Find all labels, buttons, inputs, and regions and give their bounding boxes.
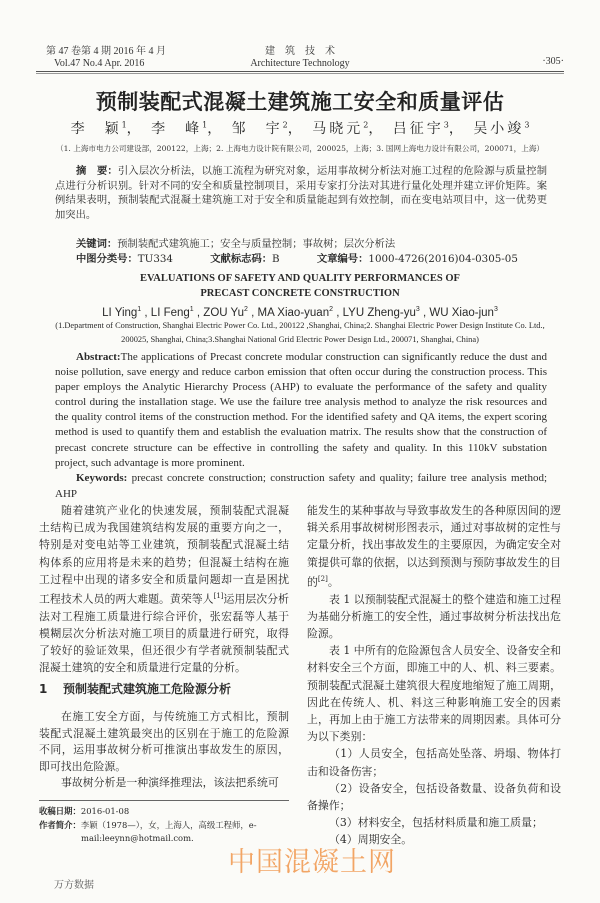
- clc-value: TU334: [137, 253, 173, 265]
- paragraph: 表 1 中所有的危险源包含人员安全、设备安全和材料安全三个方面，即施工中的人、机、料三要素。预制装配式混凝土建筑很大程度地缩短了施工周期，因此在传统人、机、料这三种影响施工安全的因素上，再加上由于施工方法带来的周期因素。具体可分为以下类别：: [307, 644, 561, 744]
- header-rule-thin: [36, 73, 564, 74]
- section-heading: [39, 680, 231, 697]
- keywords-en: [55, 471, 547, 502]
- paper-title-cn: 预制装配式混凝土建筑施工安全和质量评估: [95, 90, 505, 114]
- doc-code-label: 文献标志码：: [210, 253, 273, 265]
- section-number: 1: [39, 682, 48, 696]
- author: LI Ying$^1$: [102, 306, 142, 319]
- right-column-text: [307, 502, 561, 849]
- keywords-en-text: precast concrete construction; construction safety and quality; failure tree analysis method; AHP: [55, 472, 547, 500]
- journal-cn: 建 筑 技 术: [265, 46, 335, 57]
- author: 邹 宇$^2$: [231, 120, 288, 137]
- author-bio: 作者简介：李颖（1978—），女，上海人，高级工程师，e-mail:leeynn@hotmail.com.: [39, 819, 257, 843]
- author: LI Feng$^1$: [150, 306, 194, 319]
- intro-paragraph: [39, 502, 289, 677]
- citation-ref[interactable]: [2]: [317, 574, 328, 583]
- journal-name: [240, 46, 360, 70]
- clc-label: 中图分类号：: [76, 253, 138, 265]
- issue-cn: 第 47 卷第 4 期 2016 年 4 月: [46, 46, 166, 57]
- abstract-en: [55, 350, 547, 471]
- section1-text: [39, 709, 289, 792]
- title-en-line: EVALUATIONS OF SAFETY AND QUALITY PERFORMANCES OF: [140, 273, 460, 284]
- intro-text: 运用层次分析法对工程施工质量进行综合评价，张宏磊等人基于模糊层次分析法对施工项目的质量进行研究，取得了较好的验证效果，但还很少有学者就预制装配式混凝土建筑的安全和质量进行定量的分析。: [39, 592, 289, 675]
- classification-line: [76, 250, 518, 265]
- wanfang-mark: 万方数据: [54, 880, 94, 891]
- header-rule: [36, 71, 564, 72]
- author: 吕征宇$^3$: [392, 120, 449, 137]
- citation-ref[interactable]: [1]: [213, 592, 224, 601]
- author: ZOU Yu$^2$: [203, 306, 248, 319]
- authors-cn: 李 颖$^1$， 李 峰$^1$， 邹 宇$^2$， 马晓元$^2$， 吕征宇$^3$， 吴小竣$^3$: [70, 120, 530, 137]
- received-date: 收稿日期：2016-01-08: [39, 806, 130, 816]
- abstract-en-label: Abstract:: [76, 351, 121, 363]
- paper-title-en: [0, 272, 600, 301]
- page-number: ·305·: [542, 56, 564, 67]
- intro-text: 随着建筑产业化的快速发展，预制装配式混凝土结构已成为我国建筑结构发展的重要方向之一，特别是对变电站等工业建筑，预制装配式混凝土结构体系的应用将是未来的趋势；但混凝土结构在施工过程中出现的诸多安全和质量问题却一直是困扰工程技术人员的两大难题。黄荣等人: [39, 504, 289, 606]
- keywords-cn-text: 预制装配式建筑施工；安全与质量控制；事故树；层次分析法: [117, 238, 396, 250]
- list-item: （1）人员安全，包括高处坠落、坍塌、物体打击和设备伤害；: [307, 747, 561, 778]
- abstract-cn-text: 引入层次分析法，以施工流程为研究对象，运用事故树分析法对施工过程的危险源与质量控制点进行分析识别。针对不同的安全和质量控制项目，采用专家打分法对其进行量化处理并建立评价矩阵。案例结果表明，预制装配式混凝土建筑施工对于安全和质量能起到有效控制，而在变电站项目中，这一优势更加突出。: [55, 165, 548, 221]
- author: MA Xiao-yuan$^2$: [257, 306, 334, 319]
- paragraph: 能发生的某种事故与导致事故发生的各种原因间的逻辑关系用事故树树形图表示，通过对事故树的定性与定量分析，找出事故发生的主要原因，为确定安全对策提供可靠的依据，以达到预测与预防事故发生的目的[2]。: [307, 504, 561, 589]
- author: 马晓元$^2$: [312, 120, 369, 137]
- author: 吴小竣$^3$: [473, 120, 530, 137]
- section-title: 预制装配式建筑施工危险源分析: [63, 682, 232, 696]
- author: 李 颖$^1$: [70, 120, 127, 137]
- watermark-logo: 中国混凝土网: [228, 847, 396, 878]
- issue-en: Vol.47 No.4 Apr. 2016: [54, 58, 145, 69]
- article-no-value: 1000-4726(2016)04-0305-05: [368, 253, 518, 265]
- title-en-line: PRECAST CONCRETE CONSTRUCTION: [200, 287, 400, 299]
- abstract-en-text: The applications of Precast concrete modular construction can significantly reduce the dust and noise pollution, save energy and reduce carbon emission that often occur during the construction process. This paper employs the Analytic Hierarchy Process (AHP) to evaluate the performance of the safety and quality control during the installation stage. We use the failure tree analysis method to analyze the risk resources and the quality control items of the construction method. For the identified safety and QA items, the expert scoring method is used to quantify them and establish the evaluation matrix. The results show that the construction of precast concrete structure can be effective in controlling the safety and quality. In this 110kV substation project, such advantage is more prominent.: [55, 351, 547, 469]
- keywords-cn: [76, 235, 395, 250]
- paragraph: 表 1 以预制装配式混凝土的整个建造和施工过程为基础分析施工的安全性，通过事故树分析法找出危险源。: [307, 592, 561, 641]
- abstract-cn: [55, 164, 547, 222]
- author: 李 峰$^1$: [151, 120, 208, 137]
- affiliations-cn: （1. 上海市电力公司建设部，200122，上海；2. 上海电力设计院有限公司，200025，上海；3. 国网上海电力设计有限公司，200071，上海）: [55, 144, 545, 153]
- paragraph: 事故树分析是一种演绎推理法，该法把系统可: [61, 776, 279, 790]
- authors-en: LI Ying$^1$ , LI Feng$^1$ , ZOU Yu$^2$ , MA Xiao-yuan$^2$ , LYU Zheng-$yu^3$ , WU Xiao-jun$^3$: [102, 306, 498, 319]
- article-no-label: 文章编号：: [316, 253, 369, 265]
- keywords-cn-label: 关键词：: [76, 238, 118, 250]
- abstract-cn-label: 摘 要：: [76, 165, 118, 177]
- list-item: （3）材料安全，包括材料质量和施工质量；: [329, 816, 543, 830]
- list-item: （4）周期安全。: [329, 833, 413, 847]
- paragraph: 在施工安全方面，与传统施工方式相比，预制装配式混凝土建筑最突出的区别在于施工的危险源不同，运用事故树分析可推演出事故发生的原因，即可找出危险源。: [39, 710, 289, 773]
- doc-code-value: B: [272, 253, 280, 265]
- affiliations-en: (1.Department of Construction, Shanghai Electric Power Co. Ltd., 200122 ,Shanghai, China;2. Shanghai Electric Power Design Institute Co. Ltd., 200025, Shanghai, China;3.Shanghai National Grid Electric Power Design Ltd., 200071, Shanghai, China): [55, 321, 545, 344]
- footnote-rule: [39, 800, 289, 801]
- journal-en: Architecture Technology: [250, 58, 350, 69]
- list-item: （2）设备安全，包括设备数量、设备负荷和设备操作；: [307, 781, 561, 813]
- keywords-en-label: Keywords:: [76, 472, 128, 484]
- issue-info: [46, 46, 166, 70]
- author: LYU Zheng-$yu^3$: [342, 306, 420, 319]
- author: WU Xiao-jun$^3$: [429, 306, 498, 319]
